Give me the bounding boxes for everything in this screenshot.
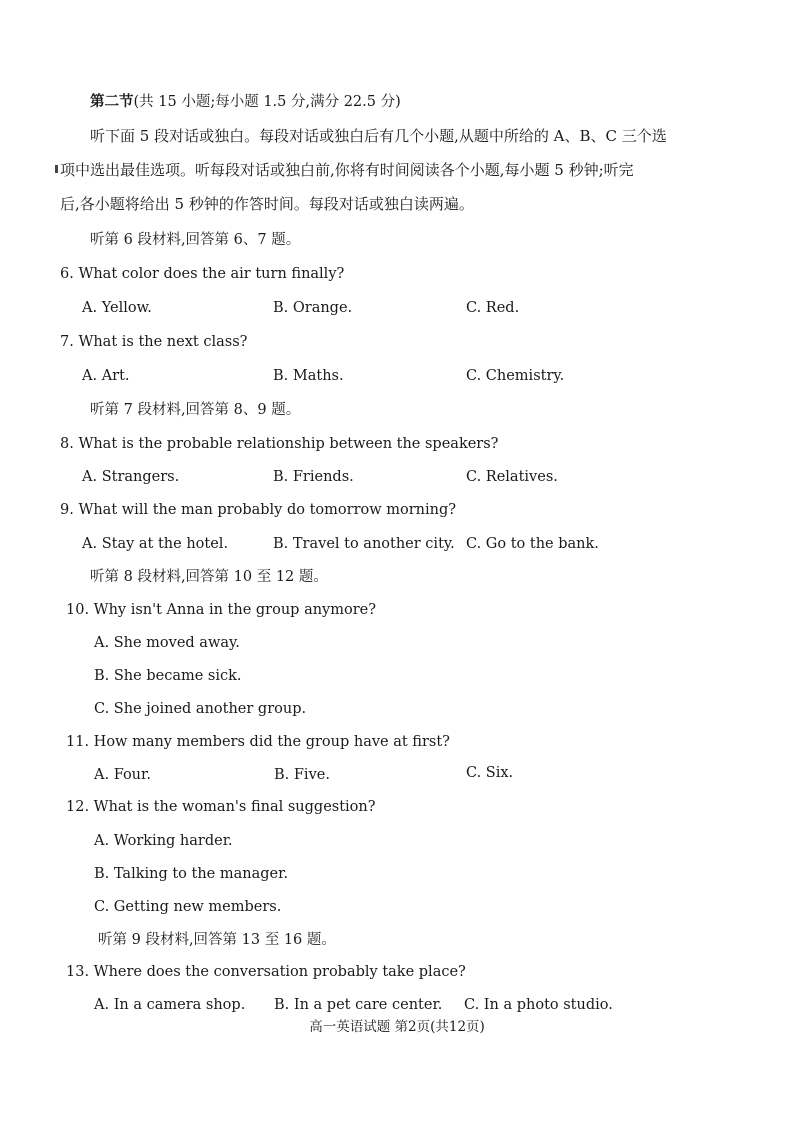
q12-option-c: C. Getting new members. [94,899,282,915]
material-6-heading: 听第 6 段材料,回答第 6、7 题。 [90,232,301,248]
q7-option-b: B. Maths. [273,368,344,384]
q7-option-a: A. Art. [82,368,130,384]
q9-option-b: B. Travel to another city. [273,536,455,552]
q13-option-b: B. In a pet care center. [274,997,443,1013]
scan-mark [55,165,58,173]
question-11: 11. How many members did the group have at first? [66,734,450,750]
q9-option-c: C. Go to the bank. [466,536,599,552]
instruction-line-1: 听下面 5 段对话或独白。每段对话或独白后有几个小题,从题中所给的 A、B、C 三个选 [90,127,667,145]
section-title: 第二节 [90,93,134,110]
q8-option-b: B. Friends. [273,469,354,485]
q7-option-c: C. Chemistry. [466,368,565,384]
page-footer: 高一英语试题 第2页(共12页) [309,1019,485,1035]
q6-option-b: B. Orange. [273,300,353,316]
material-8-heading: 听第 8 段材料,回答第 10 至 12 题。 [90,569,328,585]
q6-option-a: A. Yellow. [82,300,152,316]
q6-option-c: C. Red. [466,300,520,316]
q11-option-a: A. Four. [94,767,151,783]
q11-option-c: C. Six. [466,765,514,781]
q8-option-c: C. Relatives. [466,469,558,485]
q8-option-a: A. Strangers. [82,469,180,485]
q10-option-a: A. She moved away. [94,635,240,651]
material-7-heading: 听第 7 段材料,回答第 8、9 题。 [90,402,301,418]
q13-option-a: A. In a camera shop. [94,997,246,1013]
question-7: 7. What is the next class? [60,334,248,350]
q9-option-a: A. Stay at the hotel. [82,536,229,552]
q11-option-b: B. Five. [274,767,330,783]
q10-option-c: C. She joined another group. [94,701,307,717]
question-12: 12. What is the woman's final suggestion? [66,799,376,815]
q12-option-b: B. Talking to the manager. [94,866,289,882]
section-subtitle: (共 15 小题;每小题 1.5 分,满分 22.5 分) [133,94,401,110]
question-6: 6. What color does the air turn finally? [60,266,345,282]
question-10: 10. Why isn't Anna in the group anymore? [66,602,377,618]
q13-option-c: C. In a photo studio. [464,997,613,1013]
question-13: 13. Where does the conversation probably take place? [66,964,466,980]
question-8: 8. What is the probable relationship between the speakers? [60,436,499,452]
material-9-heading: 听第 9 段材料,回答第 13 至 16 题。 [98,932,336,948]
q12-option-a: A. Working harder. [94,833,233,849]
instruction-line-3: 后,各小题将给出 5 秒钟的作答时间。每段对话或独白读两遍。 [60,195,474,213]
instruction-line-2: 项中选出最佳选项。听每段对话或独白前,你将有时间阅读各个小题,每小题 5 秒钟;听完 [60,161,634,179]
question-9: 9. What will the man probably do tomorrow morning? [60,502,457,518]
section-heading [90,92,401,112]
q10-option-b: B. She became sick. [94,668,242,684]
